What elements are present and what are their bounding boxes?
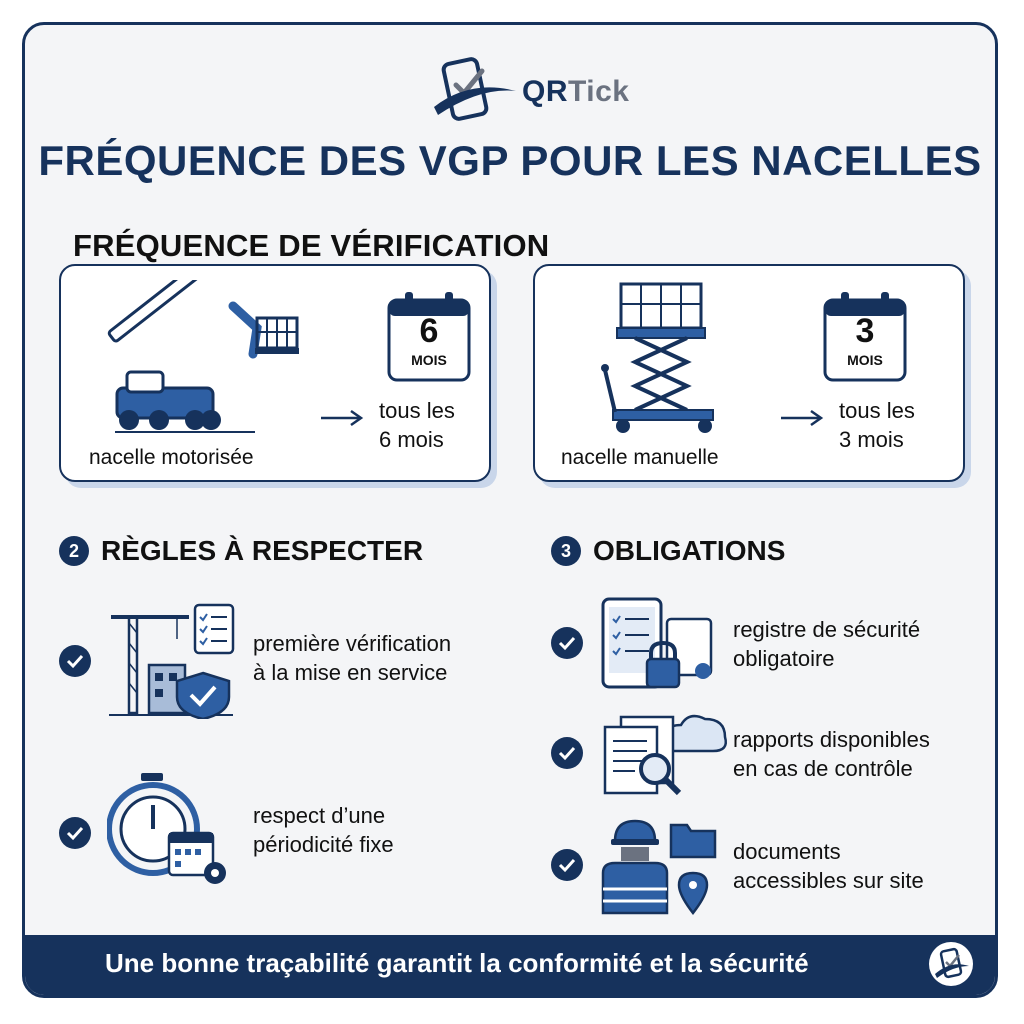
obligation-item-2-line1: rapports disponibles [733, 727, 930, 752]
scissor-lift-icon [599, 280, 729, 440]
obligation-item-3-line1: documents [733, 839, 841, 864]
motorized-frequency-line1: tous les [379, 398, 455, 423]
obligation-item-1-line2: obligatoire [733, 646, 835, 671]
qrtick-logo-icon [430, 55, 520, 127]
motorized-months-unit: MOIS [411, 352, 447, 368]
motorized-label: nacelle motorisée [89, 446, 254, 469]
infographic-frame [22, 22, 998, 998]
card-manual-lift [533, 264, 965, 482]
stopwatch-icon [107, 769, 237, 889]
footer-banner [25, 935, 995, 995]
manual-frequency-line1: tous les [839, 398, 915, 423]
card-motorized-lift [59, 264, 491, 482]
arrow-right-icon [779, 408, 825, 428]
manual-months-unit: MOIS [847, 352, 883, 368]
manual-frequency-line2: 3 mois [839, 427, 904, 452]
check-icon [59, 817, 91, 849]
rules-heading [59, 535, 423, 567]
manual-months-number: 3 [855, 312, 875, 350]
arrow-right-icon [319, 408, 365, 428]
rules-number-badge: 2 [59, 536, 89, 566]
rule-item-1-text [253, 629, 451, 687]
folder-icon [671, 825, 715, 857]
frequency-heading: FRÉQUENCE DE VÉRIFICATION [73, 228, 550, 263]
calendar-gear-icon [169, 833, 226, 884]
obligation-item-1-line1: registre de sécurité [733, 617, 921, 642]
rule-item-2-line2: périodicité fixe [253, 832, 394, 857]
calendar-icon [387, 290, 471, 382]
obligation-item-3-text [733, 837, 924, 895]
boom-lift-icon [105, 280, 305, 440]
obligation-item-3-line2: accessibles sur site [733, 868, 924, 893]
motorized-frequency-text [379, 396, 455, 454]
check-icon [551, 627, 583, 659]
rule-item-1-line1: première vérification [253, 631, 452, 656]
crane-building-icon [107, 603, 237, 719]
shield-check-icon [177, 673, 229, 719]
calendar-icon [823, 290, 907, 382]
obligation-item-2-line2: en cas de contrôle [733, 756, 913, 781]
manual-label: nacelle manuelle [561, 446, 719, 469]
obligations-number-badge: 3 [551, 536, 581, 566]
obligation-item-2-text [733, 725, 930, 783]
check-icon [59, 645, 91, 677]
logo-brand-tick: Tick [568, 75, 630, 108]
manual-frequency-text [839, 396, 915, 454]
qrtick-logo [430, 55, 650, 127]
check-icon [551, 737, 583, 769]
logo-text [522, 75, 630, 109]
rule-item-2-text [253, 801, 394, 859]
documents-icon [601, 705, 731, 801]
qrtick-badge-icon [929, 942, 973, 986]
padlock-icon [647, 643, 679, 687]
obligation-item-1-text [733, 615, 920, 673]
location-pin-icon [679, 873, 707, 913]
tablet-checklist-icon [601, 595, 721, 691]
page-title: FRÉQUENCE DES VGP POUR LES NACELLES [38, 137, 982, 184]
motorized-frequency-line2: 6 mois [379, 427, 444, 452]
obligations-heading-text: OBLIGATIONS [593, 535, 786, 566]
rules-heading-text: RÈGLES À RESPECTER [101, 535, 424, 566]
rule-item-1-line2: à la mise en service [253, 660, 448, 685]
check-icon [551, 849, 583, 881]
obligations-heading [551, 535, 785, 567]
checklist-icon [195, 605, 233, 653]
footer-text: Une bonne traçabilité garantit la conformité et la sécurité [105, 948, 809, 978]
helmet-icon [615, 821, 655, 841]
logo-brand-qr: QR [522, 75, 568, 108]
rule-item-2-line1: respect d’une [253, 803, 386, 828]
safety-worker-icon [601, 817, 721, 917]
motorized-months-number: 6 [419, 312, 439, 350]
